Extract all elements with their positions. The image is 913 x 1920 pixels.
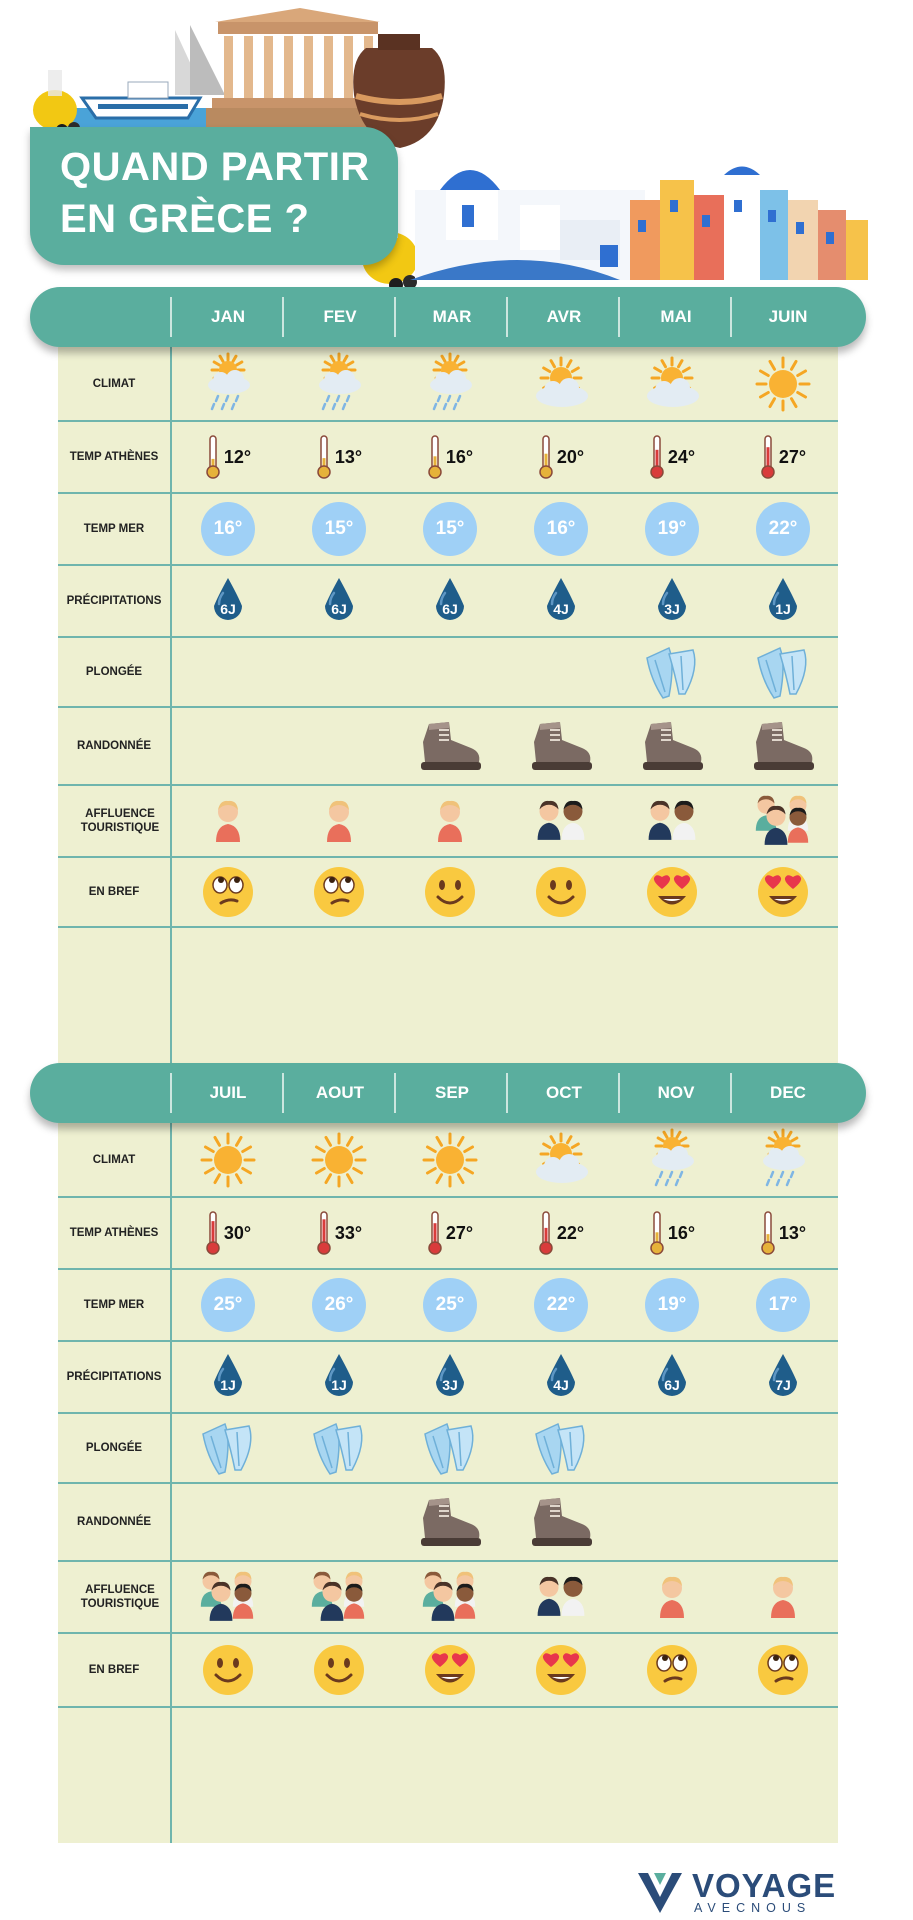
month-label: AOUT (315, 1083, 365, 1102)
table-cell (283, 1414, 395, 1482)
table-row (58, 566, 838, 638)
sun-cloud-rain-icon (311, 352, 367, 416)
table-cell (172, 422, 284, 492)
sea-temperature: 25° (423, 1278, 477, 1332)
table-cell (172, 1342, 284, 1412)
table-cell (172, 1484, 284, 1560)
table-cell (172, 1270, 284, 1340)
raindrop-icon (652, 576, 692, 626)
tourists-pair-icon (644, 796, 700, 846)
table-row (58, 1123, 838, 1198)
month-header-bar-2 (30, 1063, 866, 1123)
table-row (58, 1270, 838, 1342)
sailboat-icon (82, 25, 225, 118)
heart-eyes-emoji-icon (534, 1643, 588, 1697)
hero-illustration (0, 0, 913, 290)
table-cell (394, 1123, 506, 1196)
raindrop-icon (319, 576, 359, 626)
raindrop-icon (430, 1352, 470, 1402)
table-cell (505, 1270, 617, 1340)
heart-eyes-emoji-icon (423, 1643, 477, 1697)
table-cell (727, 1414, 839, 1482)
table-row (58, 708, 838, 786)
athens-temperature: 24° (667, 446, 696, 467)
table-cell (172, 786, 284, 856)
table-cell (283, 494, 395, 564)
month-label: FEV (323, 307, 357, 326)
tourist-single-icon (428, 796, 472, 846)
table-cell (505, 638, 617, 706)
table-cell (172, 858, 284, 926)
table-cell (283, 638, 395, 706)
sun-cloud-rain-icon (644, 1128, 700, 1192)
sun-cloud-icon (531, 356, 591, 412)
tourists-pair-icon (533, 1572, 589, 1622)
table-cell (283, 708, 395, 784)
month-label: SEP (434, 1083, 470, 1102)
month-label: AVR (546, 307, 582, 326)
table-cell (283, 1562, 395, 1632)
table-cell (283, 1198, 395, 1268)
diving-fins-icon (639, 644, 705, 700)
table-cell (172, 1414, 284, 1482)
table-cell (394, 638, 506, 706)
athens-temperature: 33° (334, 1222, 363, 1243)
table-cell (394, 1634, 506, 1706)
table-row (58, 1634, 838, 1708)
table-cell (727, 858, 839, 926)
table-cell (394, 422, 506, 492)
table-cell (616, 708, 728, 784)
smiley-emoji-icon (534, 865, 588, 919)
tourist-single-icon (650, 1572, 694, 1622)
tourists-pair-icon (533, 796, 589, 846)
tourist-single-icon (317, 796, 361, 846)
precipitation-days: 3J (442, 1377, 458, 1393)
thermometer-icon (316, 1210, 332, 1256)
thermometer-icon (760, 434, 776, 480)
brand-logo (636, 1867, 876, 1915)
precipitation-days: 6J (664, 1377, 680, 1393)
table-row (58, 858, 838, 928)
raindrop-icon (319, 1352, 359, 1402)
table-cell (172, 494, 284, 564)
sea-temperature: 22° (534, 1278, 588, 1332)
table-cell (727, 347, 839, 420)
table-cell (505, 566, 617, 636)
tourist-single-icon (761, 1572, 805, 1622)
table-cell (394, 1562, 506, 1632)
table-cell (505, 1414, 617, 1482)
sun-cloud-rain-icon (422, 352, 478, 416)
thermometer-icon (205, 434, 221, 480)
table-cell (616, 494, 728, 564)
row-label: EN BREF (88, 886, 140, 898)
raindrop-icon (652, 1352, 692, 1402)
table-cell (283, 566, 395, 636)
logo-sub-text: AVECNOUS (694, 1901, 812, 1915)
heart-eyes-emoji-icon (756, 865, 810, 919)
table-cell (727, 786, 839, 856)
precipitation-days: 4J (553, 1377, 569, 1393)
sun-icon (198, 1130, 258, 1190)
table-cell (283, 347, 395, 420)
table-cell (616, 347, 728, 420)
table-cell (505, 1634, 617, 1706)
table-cell (616, 786, 728, 856)
precipitation-days: 6J (331, 601, 347, 617)
row-label: CLIMAT (92, 377, 136, 390)
hiking-boot-icon (637, 718, 707, 774)
row-label: EN BREF (88, 1664, 140, 1676)
tourists-crowd-icon (306, 1569, 372, 1625)
month-label: MAI (660, 307, 692, 326)
thermometer-icon (427, 1210, 443, 1256)
thermometer-icon (427, 434, 443, 480)
table-cell (616, 858, 728, 926)
hiking-boot-icon (526, 1494, 596, 1550)
row-label: CLIMAT (92, 1153, 136, 1166)
page-title-line2: EN GRÈCE ? (60, 197, 310, 241)
smiley-emoji-icon (423, 865, 477, 919)
table-cell (283, 1270, 395, 1340)
precipitation-days: 6J (220, 601, 236, 617)
row-label: RANDONNÉE (76, 740, 152, 752)
table-cell (727, 1198, 839, 1268)
raindrop-icon (763, 576, 803, 626)
month-label: MAR (432, 307, 472, 326)
tourists-crowd-icon (750, 793, 816, 849)
row-label: TEMP MER (83, 1299, 145, 1311)
table-cell (727, 638, 839, 706)
table-cell (505, 422, 617, 492)
row-label: TEMP MER (83, 523, 145, 535)
table-row (58, 1562, 838, 1634)
month-label: OCT (546, 1083, 582, 1102)
tourist-single-icon (206, 796, 250, 846)
table-cell (394, 566, 506, 636)
hiking-boot-icon (415, 718, 485, 774)
table-row (58, 786, 838, 858)
sun-icon (309, 1130, 369, 1190)
diving-fins-icon (528, 1420, 594, 1476)
table-cell (505, 494, 617, 564)
sea-temperature: 22° (756, 502, 810, 556)
raindrop-icon (208, 1352, 248, 1402)
row-label: PLONGÉE (85, 666, 143, 678)
thermometer-icon (649, 434, 665, 480)
table-cell (505, 1198, 617, 1268)
thermometer-icon (538, 434, 554, 480)
table-cell (616, 1634, 728, 1706)
table-cell (394, 786, 506, 856)
heart-eyes-emoji-icon (645, 865, 699, 919)
row-label: RANDONNÉE (76, 1516, 152, 1528)
table-cell (283, 1342, 395, 1412)
thermometer-icon (538, 1210, 554, 1256)
table-cell (616, 422, 728, 492)
diving-fins-icon (417, 1420, 483, 1476)
tourists-crowd-icon (417, 1569, 483, 1625)
table-cell (616, 1198, 728, 1268)
table-row (58, 494, 838, 566)
precipitation-days: 6J (442, 601, 458, 617)
eye-roll-emoji-icon (756, 1643, 810, 1697)
table-cell (283, 858, 395, 926)
title-banner (30, 127, 398, 265)
table-cell (727, 1562, 839, 1632)
sea-temperature: 26° (312, 1278, 366, 1332)
raindrop-icon (541, 576, 581, 626)
table-cell (727, 1123, 839, 1196)
table-row (58, 1342, 838, 1414)
athens-temperature: 27° (445, 1222, 474, 1243)
logo-mark-icon (636, 1869, 686, 1915)
santorini-houses-icon (410, 170, 645, 280)
table-cell (283, 786, 395, 856)
row-label: AFFLUENCE TOURISTIQUE (80, 808, 160, 834)
table-cell (505, 1342, 617, 1412)
table-cell (505, 858, 617, 926)
table-cell (505, 786, 617, 856)
thermometer-icon (649, 1210, 665, 1256)
month-label: JUIN (768, 307, 808, 326)
table-row (58, 1414, 838, 1484)
row-label: TEMP ATHÈNES (69, 1227, 159, 1239)
table-row (58, 422, 838, 494)
table-cell (727, 494, 839, 564)
precipitation-days: 1J (331, 1377, 347, 1393)
table-cell (616, 566, 728, 636)
eye-roll-emoji-icon (312, 865, 366, 919)
sea-temperature: 17° (756, 1278, 810, 1332)
table-cell (394, 1484, 506, 1560)
athens-temperature: 22° (556, 1222, 585, 1243)
sun-cloud-rain-icon (755, 1128, 811, 1192)
sun-cloud-icon (642, 356, 702, 412)
athens-temperature: 27° (778, 446, 807, 467)
athens-temperature: 20° (556, 446, 585, 467)
table-cell (172, 1634, 284, 1706)
table-cell (505, 347, 617, 420)
table-row (58, 638, 838, 708)
table-cell (283, 422, 395, 492)
hiking-boot-icon (526, 718, 596, 774)
table-cell (727, 1634, 839, 1706)
table-cell (727, 422, 839, 492)
eye-roll-emoji-icon (645, 1643, 699, 1697)
table-cell (505, 1562, 617, 1632)
table-cell (394, 1270, 506, 1340)
sea-temperature: 16° (201, 502, 255, 556)
table-cell (172, 1123, 284, 1196)
table-cell (727, 1270, 839, 1340)
table-cell (394, 347, 506, 420)
table-row (58, 347, 838, 422)
athens-temperature: 30° (223, 1222, 252, 1243)
row-label: PLONGÉE (85, 1442, 143, 1454)
table-cell (283, 1123, 395, 1196)
precipitation-days: 1J (775, 601, 791, 617)
thermometer-icon (760, 1210, 776, 1256)
sea-temperature: 19° (645, 1278, 699, 1332)
thermometer-icon (205, 1210, 221, 1256)
sun-cloud-rain-icon (200, 352, 256, 416)
sun-icon (420, 1130, 480, 1190)
diving-fins-icon (195, 1420, 261, 1476)
diving-fins-icon (750, 644, 816, 700)
thermometer-icon (316, 434, 332, 480)
table-cell (283, 1634, 395, 1706)
hiking-boot-icon (748, 718, 818, 774)
sea-temperature: 16° (534, 502, 588, 556)
table-cell (394, 708, 506, 784)
table-cell (172, 638, 284, 706)
table-cell (172, 347, 284, 420)
row-label: PRÉCIPITATIONS (66, 595, 162, 607)
table-cell (727, 566, 839, 636)
table-row (58, 1198, 838, 1270)
table-cell (283, 1484, 395, 1560)
athens-temperature: 16° (445, 446, 474, 467)
tourists-crowd-icon (195, 1569, 261, 1625)
table-cell (172, 1198, 284, 1268)
sea-temperature: 25° (201, 1278, 255, 1332)
sun-icon (753, 354, 813, 414)
month-label: DEC (770, 1083, 806, 1102)
table-cell (616, 1484, 728, 1560)
row-label: TEMP ATHÈNES (69, 451, 159, 463)
table-cell (172, 708, 284, 784)
table-cell (394, 494, 506, 564)
calendar-table-2 (58, 1123, 838, 1843)
raindrop-icon (763, 1352, 803, 1402)
table-cell (172, 566, 284, 636)
raindrop-icon (541, 1352, 581, 1402)
athens-temperature: 12° (223, 446, 252, 467)
precipitation-days: 7J (775, 1377, 791, 1393)
athens-temperature: 13° (778, 1222, 807, 1243)
precipitation-days: 3J (664, 601, 680, 617)
table-cell (616, 1270, 728, 1340)
sea-temperature: 15° (312, 502, 366, 556)
month-header-bar-1 (30, 287, 866, 347)
precipitation-days: 1J (220, 1377, 236, 1393)
month-label: JUIL (209, 1083, 247, 1102)
colorful-houses-icon (630, 167, 868, 281)
eye-roll-emoji-icon (201, 865, 255, 919)
table-cell (727, 1342, 839, 1412)
table-cell (727, 1484, 839, 1560)
page-title-line1: QUAND PARTIR (60, 145, 370, 189)
table-row (58, 1484, 838, 1562)
smiley-emoji-icon (312, 1643, 366, 1697)
logo-brand-text: VOYAGE (692, 1867, 837, 1904)
athens-temperature: 16° (667, 1222, 696, 1243)
calendar-table-1 (58, 347, 838, 1063)
table-cell (616, 1123, 728, 1196)
smiley-emoji-icon (201, 1643, 255, 1697)
row-label: PRÉCIPITATIONS (66, 1371, 162, 1383)
raindrop-icon (208, 576, 248, 626)
table-cell (505, 1123, 617, 1196)
table-cell (727, 708, 839, 784)
table-cell (505, 708, 617, 784)
table-cell (616, 1562, 728, 1632)
sea-temperature: 19° (645, 502, 699, 556)
table-cell (505, 1484, 617, 1560)
athens-temperature: 13° (334, 446, 363, 467)
table-cell (616, 1414, 728, 1482)
table-cell (394, 1414, 506, 1482)
row-label: AFFLUENCE TOURISTIQUE (80, 1584, 160, 1610)
table-cell (394, 858, 506, 926)
table-cell (394, 1342, 506, 1412)
month-label: JAN (210, 307, 245, 326)
diving-fins-icon (306, 1420, 372, 1476)
raindrop-icon (430, 576, 470, 626)
table-cell (172, 1562, 284, 1632)
table-cell (616, 638, 728, 706)
table-cell (616, 1342, 728, 1412)
precipitation-days: 4J (553, 601, 569, 617)
sun-cloud-icon (531, 1132, 591, 1188)
hiking-boot-icon (415, 1494, 485, 1550)
sea-temperature: 15° (423, 502, 477, 556)
month-label: NOV (657, 1083, 695, 1102)
table-cell (394, 1198, 506, 1268)
